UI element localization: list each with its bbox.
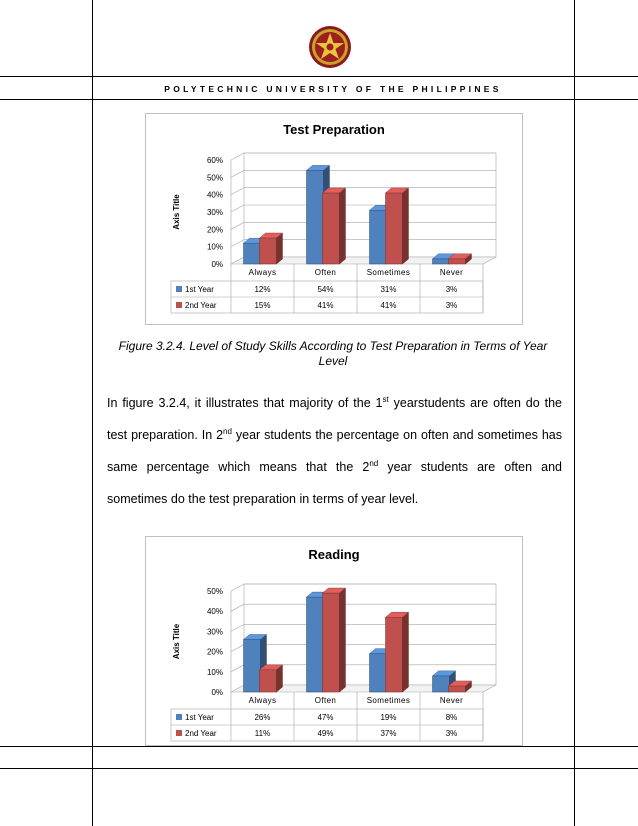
bar-2nd-year-often — [323, 193, 340, 264]
bar-side — [277, 233, 283, 264]
x-category-label: Often — [314, 696, 337, 705]
data-label: 41% — [317, 301, 334, 310]
x-category-label: Often — [314, 268, 337, 277]
superscript-nd-2: nd — [369, 458, 379, 468]
data-label: 19% — [380, 713, 397, 722]
y-tick-label: 0% — [211, 688, 223, 697]
bar-2nd-year-never — [449, 686, 466, 692]
x-category-label: Always — [248, 268, 277, 277]
data-label: 47% — [317, 713, 334, 722]
data-label: 8% — [445, 713, 458, 722]
figure-caption: Figure 3.2.4. Level of Study Skills According to Test Preparation in Terms of Year Level — [118, 339, 548, 368]
data-label: 3% — [445, 729, 458, 738]
legend-label: 2nd Year — [185, 729, 217, 738]
legend-key-1 — [176, 286, 182, 292]
legend-key-2 — [176, 730, 182, 736]
legend-label: 2nd Year — [185, 301, 217, 310]
data-label: 49% — [317, 729, 334, 738]
x-category-label: Always — [248, 696, 277, 705]
chart-test-preparation-svg — [146, 114, 522, 324]
left-margin-line — [92, 0, 93, 826]
data-label: 12% — [254, 285, 271, 294]
bar-1st-year-sometimes — [370, 210, 387, 264]
analysis-paragraph — [107, 387, 562, 515]
superscript-st: st — [382, 394, 389, 404]
data-label: 15% — [254, 301, 271, 310]
chart-reading — [145, 536, 523, 746]
y-axis-title: Axis Title — [172, 194, 181, 230]
chart-title: Test Preparation — [283, 122, 385, 137]
data-label: 26% — [254, 713, 271, 722]
legend-label: 1st Year — [185, 713, 214, 722]
bar-1st-year-sometimes — [370, 654, 387, 692]
bar-side — [340, 588, 346, 692]
paragraph-text-3: year students the percentage on often and sometimes has same percentage which means that the 2 — [107, 428, 562, 474]
x-category-label: Never — [439, 696, 464, 705]
y-tick-label: 50% — [206, 173, 223, 183]
y-tick-label: 20% — [206, 225, 223, 235]
bar-2nd-year-never — [449, 259, 466, 264]
bar-2nd-year-sometimes — [386, 193, 403, 264]
y-tick-label: 50% — [206, 587, 223, 596]
paragraph-text-4: year students are often and sometimes do the test preparation in terms of year level. — [107, 460, 562, 506]
paragraph-text-1: In figure 3.2.4, it illustrates that majority of the 1 — [107, 396, 383, 410]
chart-reading-svg — [146, 537, 522, 745]
data-label: 41% — [380, 301, 397, 310]
bar-side — [403, 188, 409, 264]
right-margin-line — [574, 0, 575, 826]
bar-side — [403, 612, 409, 692]
data-label: 54% — [317, 285, 334, 294]
header-bottom-line — [0, 99, 638, 100]
legend-key-2 — [176, 302, 182, 308]
bar-1st-year-often — [307, 170, 324, 264]
bar-2nd-year-always — [260, 670, 277, 692]
data-label: 31% — [380, 285, 397, 294]
university-name: POLYTECHNIC UNIVERSITY OF THE PHILIPPINES — [164, 84, 502, 94]
bar-1st-year-never — [433, 259, 450, 264]
bar-1st-year-often — [307, 597, 324, 692]
y-tick-label: 20% — [206, 647, 223, 657]
data-label: 3% — [445, 301, 458, 310]
y-tick-label: 10% — [206, 242, 223, 252]
bar-1st-year-never — [433, 676, 450, 692]
header-top-line — [0, 76, 638, 77]
university-seal-icon — [308, 25, 352, 69]
x-category-label: Sometimes — [366, 268, 411, 277]
x-category-label: Never — [439, 268, 464, 277]
superscript-nd-1: nd — [223, 426, 232, 436]
y-tick-label: 10% — [206, 667, 223, 677]
footer-bottom-line — [0, 768, 638, 769]
bar-1st-year-always — [244, 243, 261, 264]
y-tick-label: 60% — [206, 156, 223, 165]
y-axis-title: Axis Title — [172, 623, 181, 660]
data-label: 37% — [380, 729, 397, 738]
bar-2nd-year-always — [260, 238, 277, 264]
paragraph-text-2: yearstudents are often do the test preparation. In 2 — [107, 396, 562, 442]
y-tick-label: 30% — [206, 208, 223, 217]
chart-test-preparation — [145, 113, 523, 325]
chart-title: Reading — [308, 547, 360, 562]
y-tick-label: 40% — [206, 607, 223, 617]
x-category-label: Sometimes — [366, 696, 411, 705]
data-label: 3% — [445, 285, 458, 294]
bar-2nd-year-often — [323, 593, 340, 692]
bar-side — [340, 188, 346, 264]
bar-2nd-year-sometimes — [386, 617, 403, 692]
y-tick-label: 40% — [206, 190, 223, 200]
y-tick-label: 30% — [206, 627, 223, 637]
legend-key-1 — [176, 714, 182, 720]
bar-1st-year-always — [244, 639, 261, 692]
data-label: 11% — [254, 729, 271, 738]
legend-label: 1st Year — [185, 285, 214, 294]
y-tick-label: 0% — [211, 260, 223, 269]
